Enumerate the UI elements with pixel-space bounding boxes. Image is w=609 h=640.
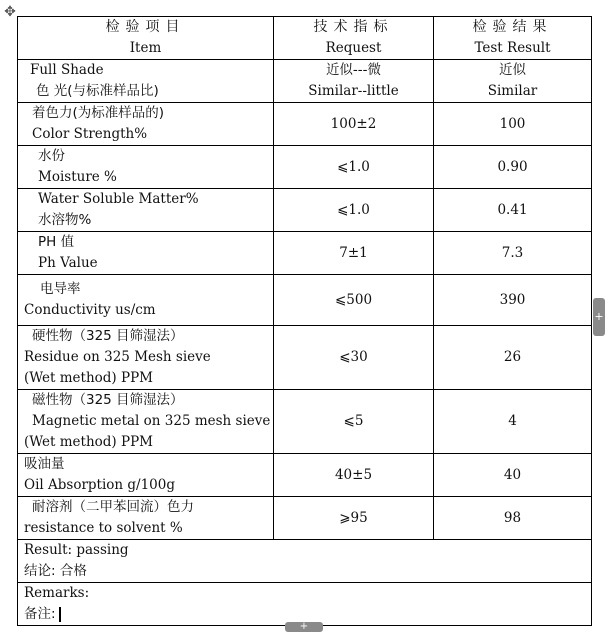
item-name-en: Ph Value	[38, 255, 98, 271]
remarks-cn: 备注:	[24, 606, 56, 622]
item-cell[interactable]	[18, 390, 274, 454]
result-en: Result: passing	[24, 542, 129, 558]
request-cell[interactable]: 100±2	[274, 103, 434, 146]
request-cell[interactable]: ⩽5	[274, 390, 434, 454]
item-name-en: Full Shade	[30, 62, 104, 78]
item-name-en: Conductivity us/cm	[24, 302, 156, 318]
header-request-en: Request	[325, 40, 382, 56]
table-row	[18, 232, 592, 275]
header-item-en: Item	[129, 40, 162, 56]
header-row	[18, 17, 592, 60]
result-cell[interactable]	[18, 540, 592, 583]
result-cell[interactable]: 390	[434, 275, 592, 326]
table-row	[18, 60, 592, 103]
item-name-en: resistance to solvent %	[24, 520, 183, 536]
table-row	[18, 497, 592, 540]
result-cell[interactable]: 4	[434, 390, 592, 454]
remarks-cell[interactable]	[18, 583, 592, 626]
item-name-en: Magnetic metal on 325 mesh sieve	[32, 413, 271, 429]
inspection-report-table	[17, 16, 592, 626]
table-move-handle-icon[interactable]: ✥	[4, 4, 16, 20]
item-name-cn: 着色力(为标准样品的)	[32, 105, 165, 121]
header-result-cn: 检验结果	[472, 19, 553, 35]
request-cell[interactable]: ⩾95	[274, 497, 434, 540]
header-request-cell[interactable]	[274, 17, 434, 60]
table-row	[18, 390, 592, 454]
item-cell[interactable]	[18, 326, 274, 390]
item-name-en-2: (Wet method) PPM	[24, 370, 153, 386]
header-result-en: Test Result	[474, 40, 551, 56]
request-cell[interactable]: ⩽30	[274, 326, 434, 390]
item-cell[interactable]	[18, 232, 274, 275]
item-name-en: Moisture %	[38, 169, 117, 185]
result-en: Similar	[487, 83, 538, 99]
result-cn: 近似	[499, 62, 526, 78]
item-name-en: Oil Absorption g/100g	[24, 477, 175, 493]
table-row	[18, 103, 592, 146]
item-name-cn: 硬性物（325 目筛湿法）	[32, 328, 184, 344]
table-row	[18, 146, 592, 189]
text-cursor	[59, 607, 61, 622]
remarks-en: Remarks:	[24, 585, 90, 601]
header-result-cell[interactable]	[434, 17, 592, 60]
table-row	[18, 275, 592, 326]
result-cell[interactable]: 26	[434, 326, 592, 390]
item-cell[interactable]	[18, 454, 274, 497]
result-cell[interactable]: 40	[434, 454, 592, 497]
item-name-en: Water Soluble Matter%	[38, 191, 199, 207]
header-request-cn: 技术指标	[313, 19, 394, 35]
item-cell[interactable]	[18, 60, 274, 103]
item-name-cn: 耐溶剂（二甲苯回流）色力	[32, 499, 194, 515]
remarks-row	[18, 583, 592, 626]
table-row	[18, 326, 592, 390]
item-name-cn: 色 光(与标准样品比)	[36, 83, 159, 99]
item-name-en-2: (Wet method) PPM	[24, 434, 153, 450]
plus-icon: +	[594, 310, 604, 323]
item-cell[interactable]	[18, 189, 274, 232]
result-cell[interactable]: 7.3	[434, 232, 592, 275]
result-cn: 结论: 合格	[24, 563, 87, 579]
add-column-button[interactable]	[593, 298, 605, 336]
item-cell[interactable]	[18, 497, 274, 540]
item-name-cn: 电导率	[40, 281, 81, 297]
item-name-cn: 磁性物（325 目筛湿法）	[32, 392, 184, 408]
item-name-en: Color Strength%	[32, 126, 148, 142]
item-cell[interactable]	[18, 146, 274, 189]
plus-icon: +	[299, 621, 309, 632]
item-name-cn: PH 值	[38, 234, 75, 250]
table-row	[18, 454, 592, 497]
request-cn: 近似---微	[325, 62, 382, 78]
result-cell[interactable]: 0.90	[434, 146, 592, 189]
result-row	[18, 540, 592, 583]
request-cell[interactable]: ⩽1.0	[274, 189, 434, 232]
item-name-cn: 水份	[38, 148, 65, 164]
result-cell[interactable]: 100	[434, 103, 592, 146]
result-cell[interactable]: 0.41	[434, 189, 592, 232]
item-name-en: Residue on 325 Mesh sieve	[24, 349, 211, 365]
request-cell[interactable]: ⩽500	[274, 275, 434, 326]
result-cell[interactable]: 98	[434, 497, 592, 540]
add-row-button[interactable]	[285, 622, 323, 632]
item-name-cn: 吸油量	[24, 456, 65, 472]
table-row	[18, 189, 592, 232]
request-en: Similar--little	[308, 83, 399, 99]
result-cell[interactable]	[434, 60, 592, 103]
header-item-cell[interactable]	[18, 17, 274, 60]
item-cell[interactable]	[18, 103, 274, 146]
request-cell[interactable]: 7±1	[274, 232, 434, 275]
request-cell[interactable]: ⩽1.0	[274, 146, 434, 189]
request-cell[interactable]: 40±5	[274, 454, 434, 497]
request-cell[interactable]	[274, 60, 434, 103]
header-item-cn: 检验项目	[105, 19, 186, 35]
item-name-cn: 水溶物%	[38, 212, 92, 228]
item-cell[interactable]	[18, 275, 274, 326]
